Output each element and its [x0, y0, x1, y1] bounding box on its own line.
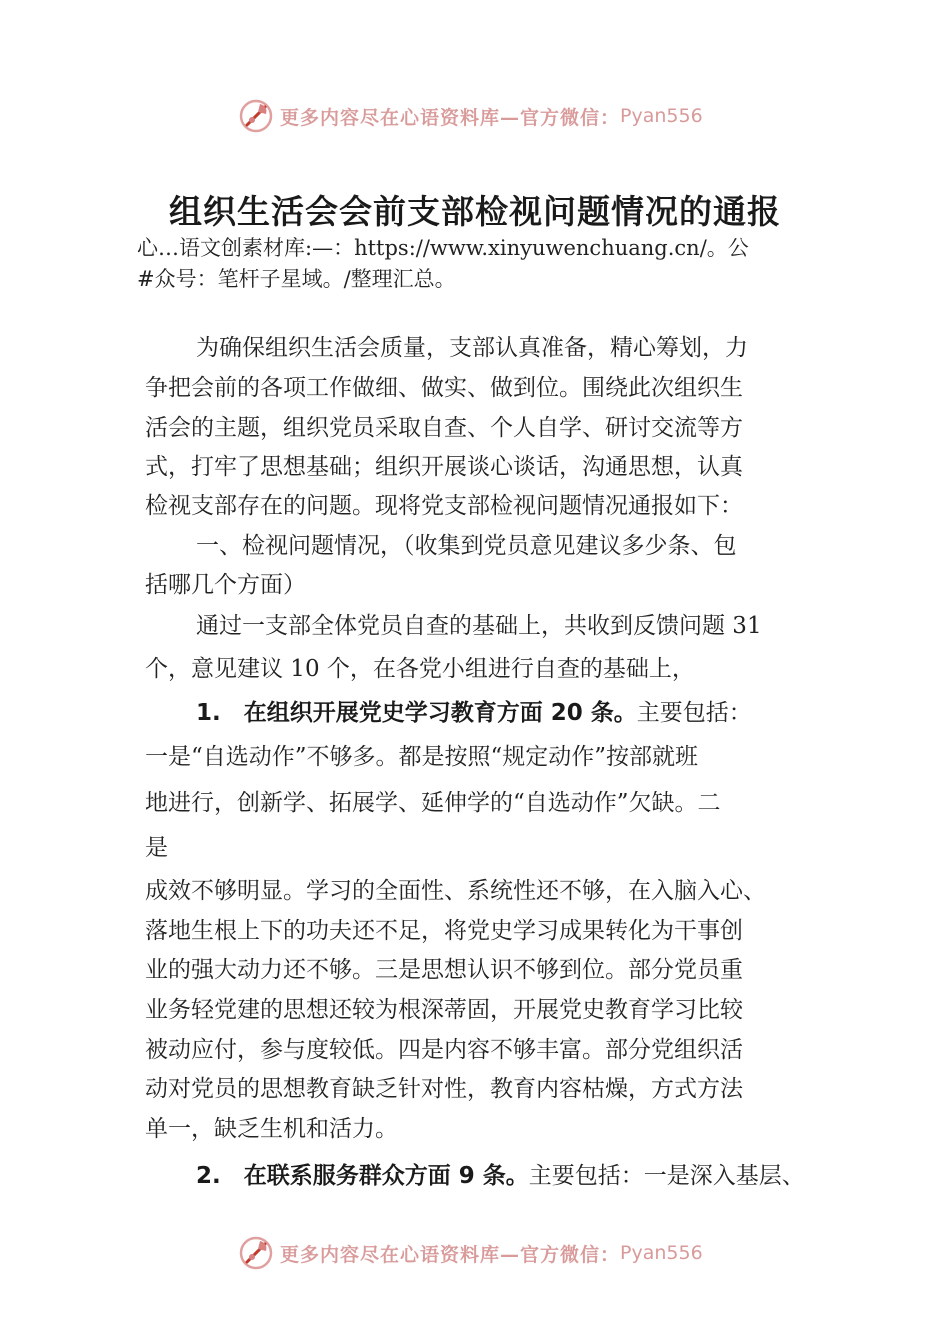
body-line: 个，意见建议 10 个，在各党小组进行自查的基础上，: [145, 656, 695, 682]
body-line: 活会的主题，组织党员采取自查、个人自学、研讨交流等方: [145, 415, 743, 441]
banner-text: 更多内容尽在心语资料库—官方微信：: [280, 106, 621, 129]
body-line: 成效不够明显。学习的全面性、系统性还不够，在入脑入心、: [145, 878, 766, 904]
body-line: 式，打牢了思想基础；组织开展谈心谈话，沟通思想，认真: [145, 454, 743, 480]
section-heading-cont: 括哪几个方面）: [145, 572, 306, 598]
quill-logo-icon: [238, 1235, 274, 1271]
footer-banner: [238, 1233, 738, 1273]
banner-text: 更多内容尽在心语资料库—官方微信：: [280, 1243, 621, 1266]
body-line: 动对党员的思想教育缺乏针对性，教育内容枯燥，方式方法: [145, 1076, 743, 1102]
item2-heading-rest: 主要包括：一是深入基层、: [528, 1163, 805, 1189]
banner-wechat-id: Pyan556: [620, 1242, 703, 1264]
document-title: 组织生活会会前支部检视问题情况的通报: [169, 192, 781, 231]
body-line: 一是“自选动作”不够多。都是按照“规定动作”按部就班: [145, 744, 699, 770]
body-line: 单一，缺乏生机和活力。: [145, 1116, 398, 1142]
source-line: #众号：笔杆子星域。/整理汇总。: [137, 267, 456, 291]
item1-line: [196, 698, 752, 728]
body-line: 业的强大动力还不够。三是思想认识不够到位。部分党员重: [145, 957, 743, 983]
banner-wechat-id: Pyan556: [620, 105, 703, 127]
item1-heading-rest: 主要包括：: [636, 700, 752, 726]
header-banner: [238, 96, 738, 136]
body-line: 检视支部存在的问题。现将党支部检视问题情况通报如下：: [145, 493, 743, 519]
body-line: 为确保组织生活会质量，支部认真准备，精心筹划，力: [196, 335, 748, 361]
quill-logo-icon: [238, 98, 274, 134]
section-heading: 一、检视问题情况，（收集到党员意见建议多少条、包: [196, 533, 737, 559]
item2-line: [196, 1161, 805, 1191]
item1-heading: 1. 在组织开展党史学习教育方面 20 条。: [196, 700, 637, 726]
source-line: 心…语文创素材库:—：https://www.xinyuwenchuang.cn/。公: [137, 236, 749, 260]
body-line: 落地生根上下的功夫还不足，将党史学习成果转化为干事创: [145, 918, 743, 944]
body-line: 通过一支部全体党员自查的基础上，共收到反馈问题 31: [196, 613, 762, 639]
body-line: 业务轻党建的思想还较为根深蒂固，开展党史教育学习比较: [145, 997, 743, 1023]
body-line: 被动应付，参与度较低。四是内容不够丰富。部分党组织活: [145, 1037, 743, 1063]
item2-heading: 2. 在联系服务群众方面 9 条。: [196, 1163, 529, 1189]
body-line: 是: [145, 835, 168, 861]
body-line: 地进行，创新学、拓展学、延伸学的“自选动作”欠缺。二: [145, 790, 721, 816]
body-line: 争把会前的各项工作做细、做实、做到位。围绕此次组织生: [145, 375, 743, 401]
